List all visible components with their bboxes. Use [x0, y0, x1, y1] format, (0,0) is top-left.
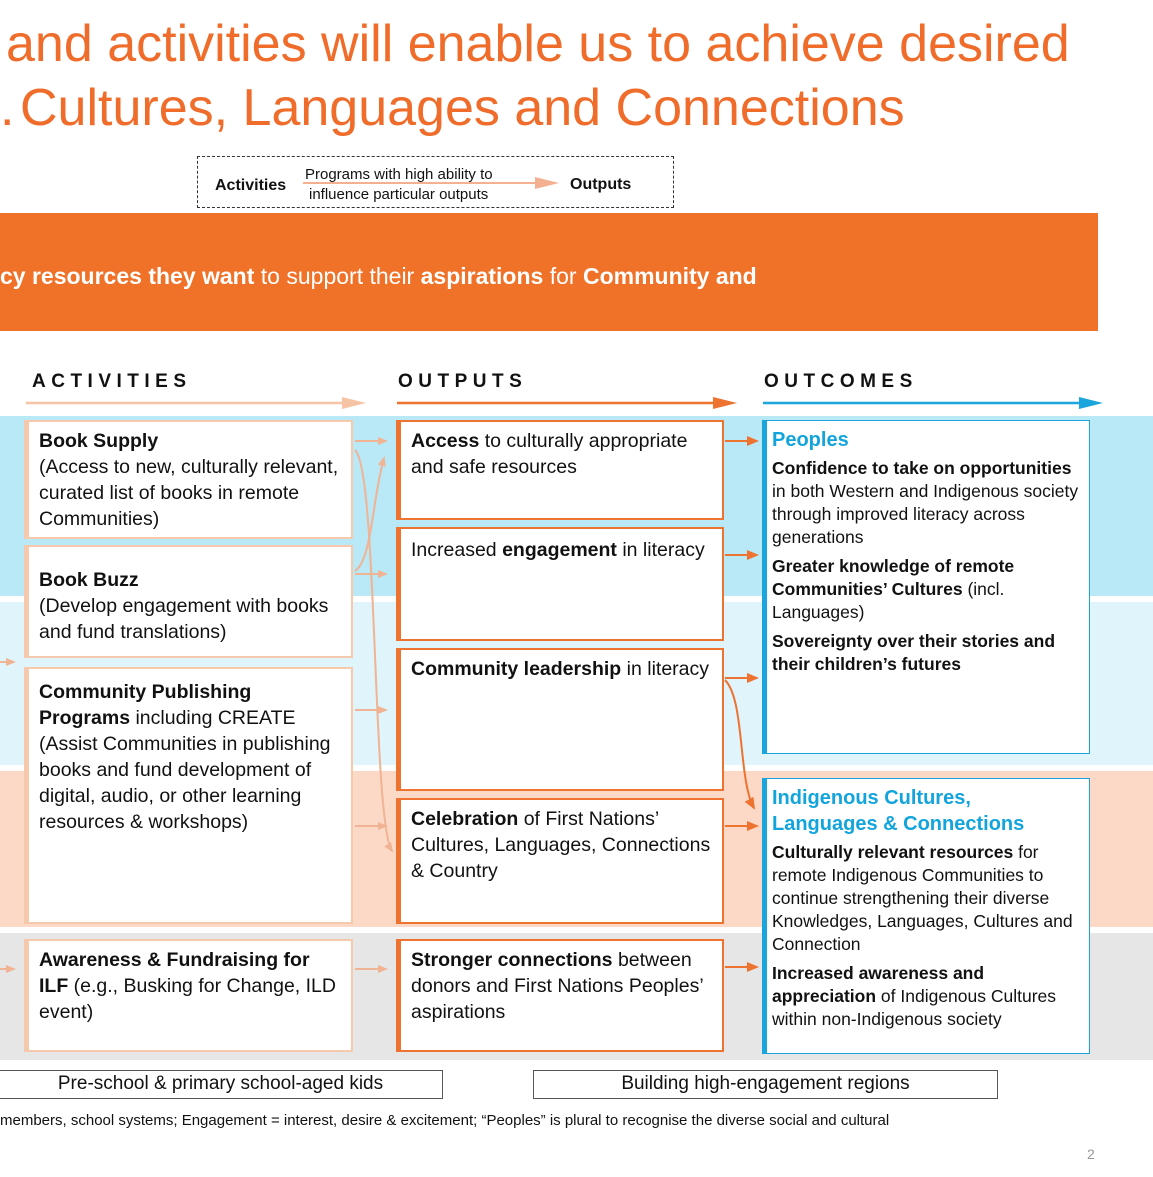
header-outputs: OUTPUTS — [398, 371, 528, 392]
legend-arrow-label-1: Programs with high ability to — [305, 166, 493, 183]
mission-banner-text: cy resources they want to support their aspirations for Community and — [0, 263, 757, 289]
outcome-cultures-item: Culturally relevant resources for remote Indigenous Communities to continue strengthening their diverse Knowledges, Languages, Cultures and Connection — [772, 842, 1073, 954]
legend-outputs: Outputs — [570, 176, 632, 193]
outcome-peoples-title: Peoples — [772, 429, 849, 451]
header-outcomes: OUTCOMES — [764, 371, 918, 392]
outcome-cultures-item: Increased awareness and appreciation of Indigenous Cultures within non-Indigenous society — [772, 963, 1057, 1029]
outcome-peoples-item: Confidence to take on opportunities in both Western and Indigenous society through improved literacy across generations — [772, 458, 1079, 547]
output-access: Access to culturally appropriate and safe resources — [396, 420, 724, 520]
title-line-2: . Cultures, Languages and Connections — [0, 79, 905, 137]
activity-book-supply: Book Supply (Access to new, culturally relevant, curated list of books in remote Communities) — [24, 420, 353, 539]
legend-activities: Activities — [215, 177, 287, 194]
header-arrows — [0, 393, 1153, 413]
outcome-peoples-item: Greater knowledge of remote Communities’ Cultures (incl. Languages) — [772, 556, 1015, 622]
mission-banner — [0, 213, 1098, 331]
page-number: 2 — [1087, 1146, 1095, 1162]
legend-box — [197, 156, 674, 208]
legend-arrow-icon — [303, 175, 563, 191]
output-stronger-connections: Stronger connections between donors and First Nations Peoples’ aspirations — [396, 939, 724, 1052]
title-fragment-mark: . — [0, 79, 15, 137]
header-activities: ACTIVITIES — [32, 371, 192, 392]
outcome-cultures-title: Indigenous Cultures, Languages & Connections — [772, 787, 1025, 835]
outcome-cultures — [762, 778, 1090, 1054]
outcome-peoples-item: Sovereignty over their stories and their children’s futures — [772, 631, 1056, 674]
activity-awareness-fundraising: Awareness & Fundraising for ILF (e.g., Busking for Change, ILD event) — [24, 939, 353, 1052]
output-engagement: Increased engagement in literacy — [396, 527, 724, 641]
title-line-1: and activities will enable us to achieve desired — [6, 15, 1070, 73]
output-community-leadership: Community leadership in literacy — [396, 648, 724, 791]
outcome-peoples — [762, 420, 1090, 754]
output-celebration: Celebration of First Nations’ Cultures, Languages, Connections & Country — [396, 798, 724, 924]
activity-community-publishing: Community Publishing Programs including CREATE (Assist Communities in publishing books and fund development of digital, audio, or other learning resources & workshops) — [24, 667, 353, 924]
activity-book-buzz: Book Buzz (Develop engagement with books and fund translations) — [24, 545, 353, 658]
footer-note: members, school systems; Engagement = interest, desire & excitement; “Peoples” is plural to recognise the diverse social and cultural — [0, 1112, 890, 1129]
footer-kids-label: Pre-school & primary school-aged kids — [0, 1070, 443, 1099]
legend-arrow-label-2: influence particular outputs — [309, 186, 489, 203]
footer-regions-label: Building high-engagement regions — [533, 1070, 998, 1099]
